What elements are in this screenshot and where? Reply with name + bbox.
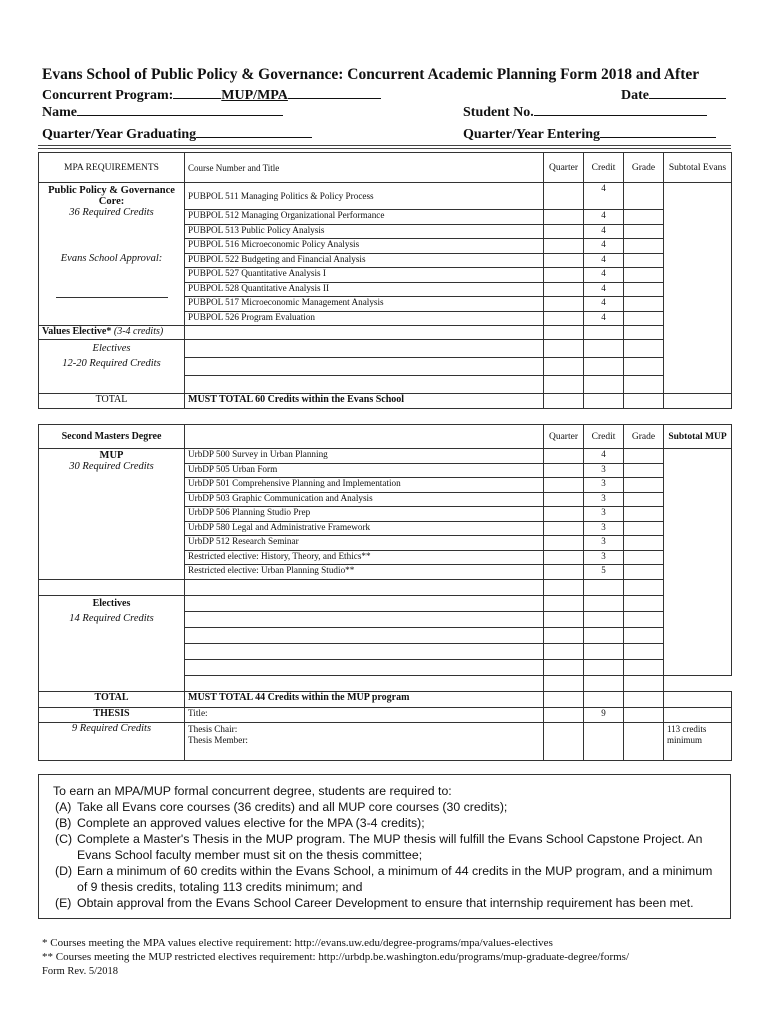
grade-cell[interactable] (624, 660, 664, 676)
grade-cell[interactable] (624, 676, 664, 692)
quarter-cell[interactable] (544, 708, 584, 723)
mup-core-cell (39, 449, 185, 580)
credit-cell: 4 (584, 183, 624, 210)
grade-cell[interactable] (624, 376, 664, 394)
name-label: Name (42, 105, 77, 120)
grade-cell[interactable] (624, 551, 664, 565)
grade-column-header: Grade (624, 425, 664, 449)
grade-cell[interactable] (624, 358, 664, 376)
mup-total-label: TOTAL (39, 692, 185, 708)
subtotal-mup-header: Subtotal MUP (664, 425, 732, 449)
credit-cell: 4 (584, 239, 624, 254)
elective-course-cell[interactable] (185, 376, 544, 394)
course-title: UrbDP 501 Comprehensive Planning and Implementation (185, 478, 544, 493)
quarter-cell[interactable] (544, 326, 584, 340)
grade-cell[interactable] (624, 268, 664, 283)
subtotal-evans-cell[interactable] (664, 183, 732, 394)
thesis-title-label[interactable]: Title: (185, 708, 544, 723)
grade-cell[interactable] (624, 522, 664, 536)
grade-cell[interactable] (624, 580, 664, 596)
credit-cell[interactable] (584, 340, 624, 358)
program-line (42, 86, 381, 104)
quarter-cell[interactable] (544, 210, 584, 225)
credit-cell: 3 (584, 507, 624, 522)
credit-cell[interactable] (584, 376, 624, 394)
grade-cell[interactable] (624, 644, 664, 660)
approval-label: Evans School Approval: (60, 253, 163, 264)
requirement-item: (E) Obtain approval from the Evans School Career Development to ensure that internship requirement has been met. (55, 896, 694, 910)
requirement-item: (B) Complete an approved values elective for the MPA (3-4 credits); (55, 816, 425, 830)
core-requirements-cell (39, 183, 185, 326)
mup-credits: 30 Required Credits (69, 461, 154, 472)
graduating-field[interactable] (196, 125, 312, 138)
form-title: Evans School of Public Policy & Governance: Concurrent Academic Planning Form 2018 and After (42, 66, 700, 83)
course-title: UrbDP 505 Urban Form (185, 464, 544, 478)
thesis-chair-label: Thesis Chair: (188, 724, 238, 734)
credit-cell[interactable] (584, 326, 624, 340)
grade-cell[interactable] (624, 708, 664, 723)
course-title: UrbDP 512 Research Seminar (185, 536, 544, 551)
quarter-cell[interactable] (544, 358, 584, 376)
credit-cell: 4 (584, 210, 624, 225)
quarter-cell[interactable] (544, 612, 584, 628)
requirements-intro: To earn an MPA/MUP formal concurrent degree, students are required to: (53, 784, 452, 798)
mpa-total-label: TOTAL (39, 394, 185, 409)
entering-field[interactable] (600, 125, 716, 138)
program-label: Concurrent Program: (42, 88, 174, 103)
thesis-credits: 9 Required Credits (71, 723, 152, 734)
quarter-cell[interactable] (544, 676, 584, 692)
elective-course-cell[interactable] (185, 358, 544, 376)
mpa-electives-cell (39, 340, 185, 394)
quarter-cell[interactable] (544, 283, 584, 297)
quarter-cell[interactable] (544, 580, 584, 596)
thesis-credits-cell (39, 723, 185, 761)
values-elective-footnote: * Courses meeting the MPA values elective requirement: http://evans.uw.edu/degree-programs/mpa/values-electives (42, 937, 553, 949)
mpa-electives-credits: 12-20 Required Credits (62, 358, 161, 369)
credit-cell[interactable] (584, 644, 624, 660)
mup-title: MUP (99, 450, 124, 461)
quarter-cell[interactable] (544, 297, 584, 312)
quarter-cell[interactable] (544, 507, 584, 522)
mup-table (38, 424, 732, 761)
course-title: PUBPOL 528 Quantitative Analysis II (185, 283, 544, 297)
course-title: PUBPOL 512 Managing Organizational Performance (185, 210, 544, 225)
subtotal-mup-cell[interactable] (664, 449, 732, 676)
course-column-header: Course Number and Title (185, 153, 544, 183)
course-title: PUBPOL 527 Quantitative Analysis I (185, 268, 544, 283)
credit-cell: 4 (584, 283, 624, 297)
quarter-cell[interactable] (544, 522, 584, 536)
quarter-cell[interactable] (544, 493, 584, 507)
course-title: UrbDP 503 Graphic Communication and Analysis (185, 493, 544, 507)
course-title: UrbDP 506 Planning Studio Prep (185, 507, 544, 522)
mpa-electives-label: Electives (92, 343, 131, 354)
grade-cell[interactable] (624, 326, 664, 340)
grade-cell[interactable] (624, 183, 664, 210)
restricted-elective-footnote: ** Courses meeting the MUP restricted electives requirement: http://urbdp.be.washington.edu/programs/mup-graduate-degree/forms/ (42, 951, 630, 963)
credit-cell: 4 (584, 225, 624, 239)
quarter-cell[interactable] (544, 225, 584, 239)
grade-cell[interactable] (624, 478, 664, 493)
name-line (42, 103, 283, 121)
course-title: PUBPOL 526 Program Evaluation (185, 312, 544, 326)
course-title: PUBPOL 516 Microeconomic Policy Analysis (185, 239, 544, 254)
quarter-cell[interactable] (544, 268, 584, 283)
quarter-cell[interactable] (544, 183, 584, 210)
quarter-cell[interactable] (544, 449, 584, 464)
credit-column-header: Credit (584, 153, 624, 183)
elective-course-cell[interactable] (185, 644, 544, 660)
grade-cell[interactable] (624, 536, 664, 551)
mup-electives-credits: 14 Required Credits (69, 613, 154, 624)
credit-cell[interactable] (584, 358, 624, 376)
quarter-cell[interactable] (544, 565, 584, 580)
student-no-field[interactable] (534, 103, 707, 116)
date-label: Date (621, 88, 649, 103)
elective-course-cell[interactable] (185, 340, 544, 358)
credit-cell[interactable] (584, 596, 624, 612)
course-title: PUBPOL 522 Budgeting and Financial Analysis (185, 254, 544, 268)
credit-cell: 3 (584, 478, 624, 493)
grade-cell[interactable] (624, 283, 664, 297)
grade-cell[interactable] (624, 449, 664, 464)
elective-course-cell[interactable] (185, 612, 544, 628)
credit-cell[interactable] (584, 628, 624, 644)
approval-signature-line[interactable] (56, 297, 168, 298)
quarter-column-header: Quarter (544, 425, 584, 449)
elective-course-cell[interactable] (185, 660, 544, 676)
quarter-column-header: Quarter (544, 153, 584, 183)
quarter-cell[interactable] (544, 596, 584, 612)
credit-cell: 5 (584, 565, 624, 580)
credit-cell: 4 (584, 312, 624, 326)
mup-total-text: MUST TOTAL 44 Credits within the MUP program (185, 692, 544, 708)
grade-cell[interactable] (624, 464, 664, 478)
course-cell[interactable] (185, 580, 544, 596)
thesis-credit: 9 (584, 708, 624, 723)
quarter-cell[interactable] (544, 536, 584, 551)
requirements-box (38, 774, 731, 919)
elective-course-cell[interactable] (185, 628, 544, 644)
elective-course-cell[interactable] (185, 676, 544, 692)
quarter-cell[interactable] (544, 660, 584, 676)
grade-cell[interactable] (624, 239, 664, 254)
quarter-cell[interactable] (544, 644, 584, 660)
name-field[interactable] (77, 103, 283, 116)
quarter-cell[interactable] (544, 376, 584, 394)
credit-cell[interactable] (584, 612, 624, 628)
course-title: Restricted elective: History, Theory, and Ethics** (185, 551, 544, 565)
credit-cell[interactable] (584, 580, 624, 596)
grade-cell[interactable] (624, 340, 664, 358)
core-credits: 36 Required Credits (69, 207, 154, 218)
credit-cell: 3 (584, 493, 624, 507)
credit-cell: 4 (584, 254, 624, 268)
grade-column-header: Grade (624, 153, 664, 183)
credit-cell: 4 (584, 268, 624, 283)
course-title: UrbDP 500 Survey in Urban Planning (185, 449, 544, 464)
course-title: Restricted elective: Urban Planning Studio** (185, 565, 544, 580)
values-elective-label: Values Elective* (3-4 credits) (39, 326, 185, 340)
quarter-cell[interactable] (544, 478, 584, 493)
quarter-cell[interactable] (544, 551, 584, 565)
credit-cell: 3 (584, 522, 624, 536)
grade-cell[interactable] (624, 297, 664, 312)
quarter-cell[interactable] (544, 464, 584, 478)
credit-cell: 4 (584, 297, 624, 312)
credit-column-header: Credit (584, 425, 624, 449)
quarter-cell[interactable] (544, 628, 584, 644)
mpa-table (38, 152, 732, 409)
mpa-requirements-header: MPA REQUIREMENTS (39, 153, 185, 183)
grade-cell[interactable] (624, 565, 664, 580)
thesis-label: THESIS (39, 708, 185, 723)
credit-cell[interactable] (584, 660, 624, 676)
course-title: PUBPOL 517 Microeconomic Management Analysis (185, 297, 544, 312)
credit-cell: 4 (584, 449, 624, 464)
entering-label: Quarter/Year Entering (463, 127, 600, 142)
mup-electives-label: Electives (92, 598, 131, 609)
credit-cell: 3 (584, 536, 624, 551)
quarter-cell[interactable] (544, 312, 584, 326)
quarter-cell[interactable] (544, 254, 584, 268)
grade-cell[interactable] (624, 507, 664, 522)
entering-line (463, 125, 716, 143)
student-no-label: Student No. (463, 105, 534, 120)
quarter-cell[interactable] (544, 239, 584, 254)
requirement-item: (C) Complete a Master's Thesis in the MUP program. The MUP thesis will fulfill the Evans School Capstone Project. An Evans School faculty member must sit on the thesis committee; (55, 832, 703, 862)
grade-cell[interactable] (624, 225, 664, 239)
graduating-line (42, 125, 312, 143)
course-title: UrbDP 580 Legal and Administrative Framework (185, 522, 544, 536)
credit-cell: 3 (584, 464, 624, 478)
date-line (621, 86, 726, 104)
requirement-item: (D) Earn a minimum of 60 credits within the Evans School, a minimum of 44 credits in the MUP program, and a minimum of 9 thesis credits, totaling 113 credits minimum; and (55, 864, 713, 894)
graduating-label: Quarter/Year Graduating (42, 127, 197, 142)
grade-cell[interactable] (624, 612, 664, 628)
grade-cell[interactable] (624, 493, 664, 507)
grade-cell[interactable] (624, 628, 664, 644)
grade-cell[interactable] (624, 312, 664, 326)
mpa-total-text: MUST TOTAL 60 Credits within the Evans School (185, 394, 544, 409)
program-value: MUP/MPA (221, 88, 288, 103)
subtotal-evans-header: Subtotal Evans (664, 153, 732, 183)
quarter-cell[interactable] (544, 340, 584, 358)
core-title: Public Policy & Governance Core: (48, 185, 175, 207)
grade-cell[interactable] (624, 596, 664, 612)
grade-cell[interactable] (624, 254, 664, 268)
student-no-line (463, 103, 707, 121)
header-divider (38, 145, 731, 149)
elective-course-cell[interactable] (185, 596, 544, 612)
second-masters-header: Second Masters Degree (39, 425, 185, 449)
grade-cell[interactable] (624, 210, 664, 225)
form-revision: Form Rev. 5/2018 (42, 966, 119, 977)
thesis-committee-cell[interactable] (185, 723, 544, 761)
mup-electives-cell (39, 596, 185, 692)
date-field[interactable] (649, 86, 726, 99)
credit-cell[interactable] (584, 676, 624, 692)
thesis-member-label: Thesis Member: (188, 735, 248, 745)
credit-cell: 3 (584, 551, 624, 565)
minimum-credits-note: 113 credits minimum (664, 723, 732, 761)
course-title: PUBPOL 513 Public Policy Analysis (185, 225, 544, 239)
course-title: PUBPOL 511 Managing Politics & Policy Process (185, 183, 544, 210)
requirement-item: (A) Take all Evans core courses (36 credits) and all MUP core courses (30 credits); (55, 800, 508, 814)
values-elective-course[interactable] (185, 326, 544, 340)
